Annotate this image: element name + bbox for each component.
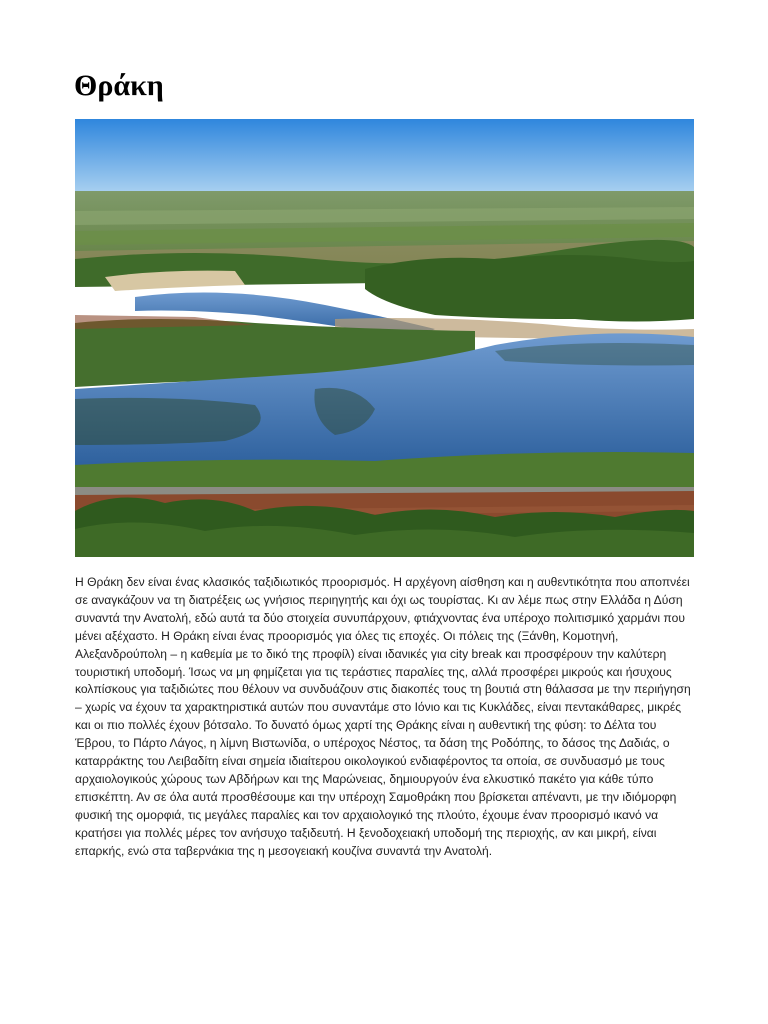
page-title: Θράκη [74, 69, 164, 102]
landscape-photo [75, 119, 694, 557]
article-paragraph: Η Θράκη δεν είναι ένας κλασικός ταξιδιωτικός προορισμός. Η αρχέγονη αίσθηση και η αυθεντικότητα που αποπνέει σε αναγκάζουν να τη διατρέξεις ως γνήσιος περιηγητής και όχι ως τουρίστας. Κι αν λέμε πως στην Ελλάδα η Δύση συναντά την Ανατολή, εδώ αυτά τα δύο στοιχεία συνυπάρχουν, φτιάχνοντας ένα υπέροχο πολιτισμικό χαρμάνι που μένει αξέχαστο. Η Θράκη είναι ένας προορισμός για όλες τις εποχές. Οι πόλεις της (Ξάνθη, Κομοτηνή, Αλεξανδρούπολη – η καθεμία με το δικό της προφίλ) είναι ιδανικές για city break και προσφέρουν την καλύτερη τουριστική υποδομή. Ίσως να μη φημίζεται για τις τεράστιες παραλίες της, αλλά προσφέρει μικρούς και ήσυχους κολπίσκους για ταξιδιώτες που θέλουν να συνδυάζουν στις διακοπές τους τη βουτιά στη θάλασσα με την περιήγηση – χωρίς να έχουν τα χαρακτηριστικά αυτών που συναντάμε στο Ιόνιο και τις Κυκλάδες, είναι πεντακάθαρες, μικρές και οι πιο πολλές έχουν βότσαλο. Το δυνατό όμως χαρτί της Θράκης είναι η αυθεντική της φύση: το Δέλτα του Έβρου, το Πάρτο Λάγος, η λίμνη Βιστωνίδα, ο υπέροχος Νέστος, τα δάση της Ροδόπης, το δάσος της Δαδιάς, ο καταρράκτης του Λειβαδίτη είναι σημεία ιδιαίτερου οικολογικού ενδιαφέροντος τα οποία, σε συνδυασμό με τους αρχαιολογικούς χώρους των Αβδήρων και της Μαρώνειας, δημιουργούν ένα ελκυστικό πακέτο για κάθε τύπο επισκέπτη. Αν σε όλα αυτά προσθέσουμε και την υπέροχη Σαμοθράκη που βρίσκεται απέναντι, με την ιδιόμορφη φυσική της ομορφιά, τις μεγάλες παραλίες και τον αρχαιολογικό της πλούτο, έχουμε έναν προορισμό ικανό να κρατήσει για πολλές μέρες τον ανήσυχο ταξιδευτή. Η ξενοδοχειακή υποδομή της περιοχής, αν και μικρή, είναι επαρκής, ενώ στα ταβερνάκια της η μεσογειακή κουζίνα συναντά την Ανατολή. [75, 575, 691, 858]
